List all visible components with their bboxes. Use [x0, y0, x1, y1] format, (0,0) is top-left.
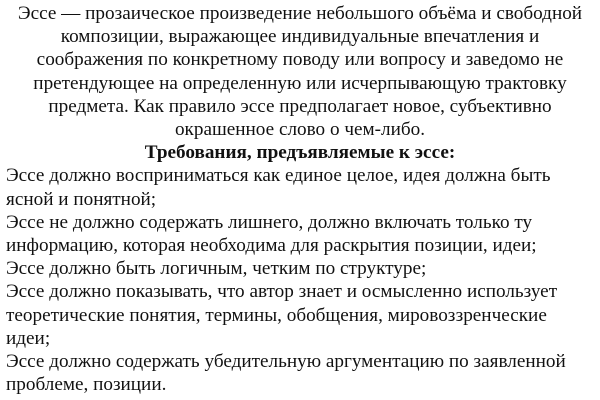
essay-definition-paragraph: Эссе — прозаическое произведение небольшого объёма и свободной композиции, выражающее индивидуальные впечатления и соображения по конкретному поводу или вопросу и заведомо не претендующее на определенную или исчерпывающую трактовку предмета. Как правило эссе предполагает новое, субъективно окрашенное слово о чем-либо.	[17, 3, 583, 141]
requirements-list	[6, 164, 594, 396]
requirement-item: Эссе должно быть логичным, четким по структуре;	[6, 258, 427, 280]
requirement-item: Эссе не должно содержать лишнего, должно включать только ту информацию, которая необходима для раскрытия позиции, идеи;	[6, 211, 537, 257]
requirement-item: Эссе должно показывать, что автор знает и осмысленно использует теоретические понятия, термины, обобщения, мировоззренческие идеи;	[6, 281, 558, 349]
requirements-heading: Требования, предъявляемые к эссе:	[144, 142, 456, 164]
requirement-item: Эссе должно восприниматься как единое целое, идея должна быть ясной и понятной;	[6, 165, 551, 210]
requirement-item: Эссе должно содержать убедительную аргументацию по заявленной проблеме, позиции.	[6, 351, 566, 396]
